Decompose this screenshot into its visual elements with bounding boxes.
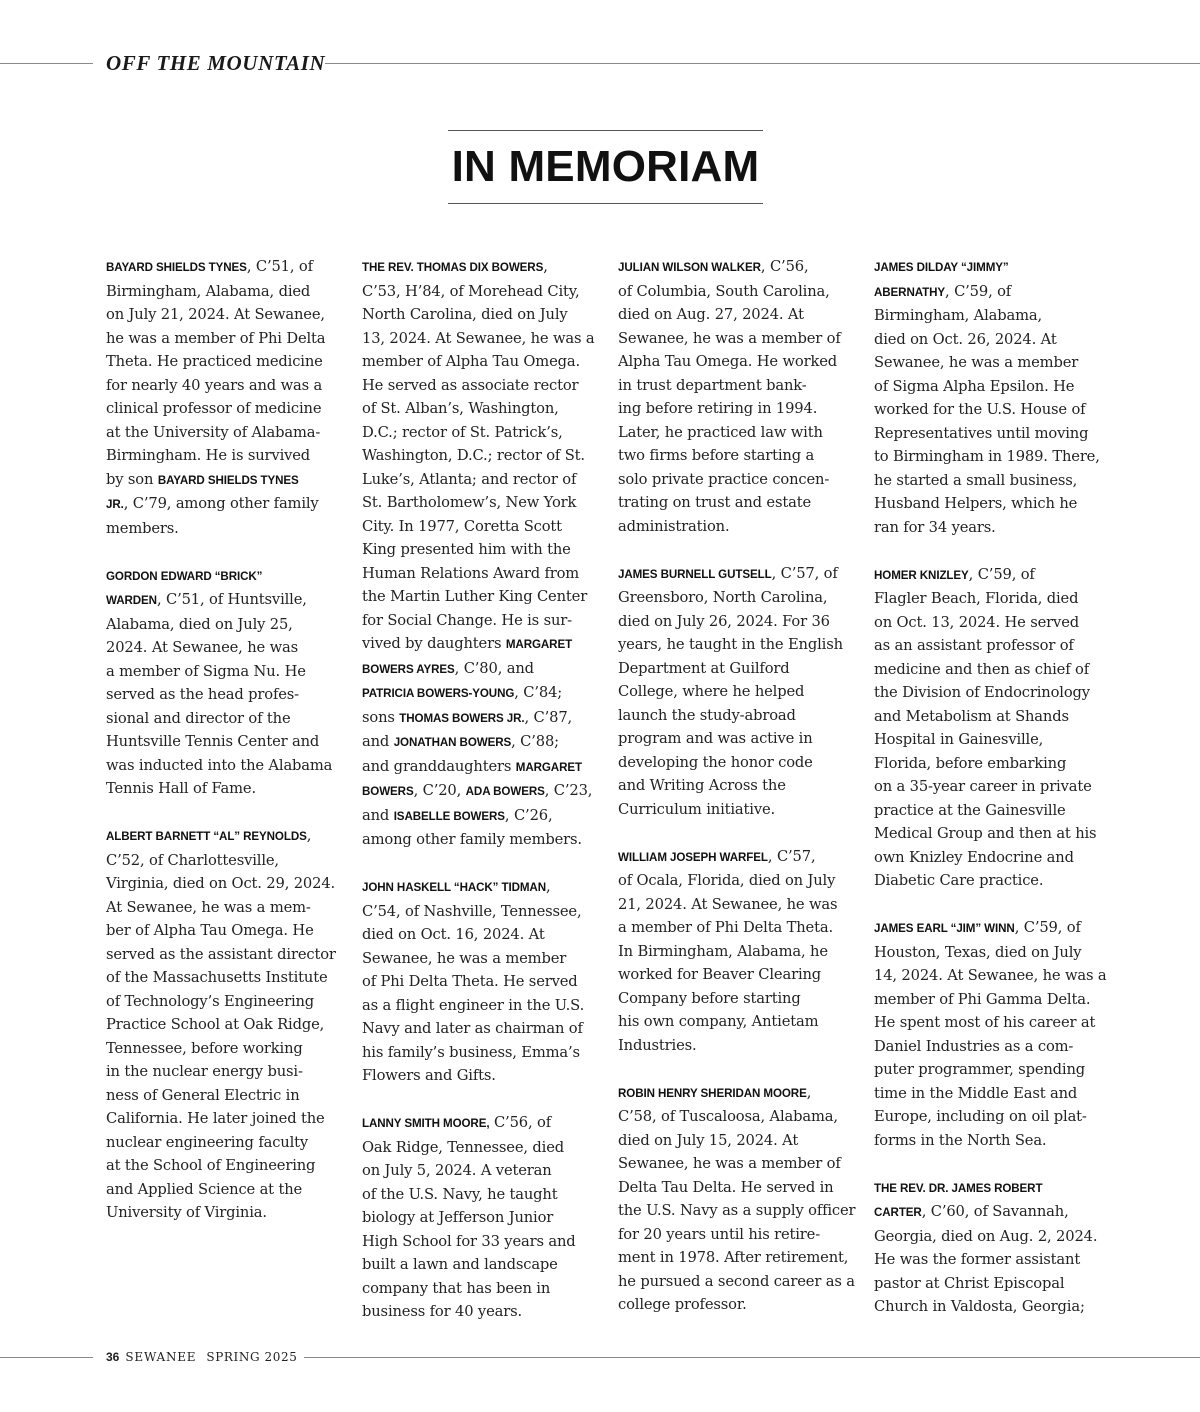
obituary-text: the Division of Endocrinology	[874, 684, 1090, 701]
obituary-text: Medical Group and then at his	[874, 825, 1097, 842]
obituary-text: died on July 15, 2024. At	[618, 1131, 799, 1149]
obituary-entry	[618, 1081, 856, 1317]
obituary-text: for 20 years until his retire-	[618, 1225, 821, 1243]
obituary-text: the Martin Luther King Center	[362, 588, 588, 605]
obituary-text: At Sewanee, he was a mem-	[106, 898, 311, 916]
decedent-name: JAMES DILDAY “JIMMY”	[874, 261, 1009, 274]
obituary-text: his own company, Antietam	[618, 1013, 819, 1030]
obituary-text: Human Relations Award from	[362, 564, 580, 582]
obituary-text: of Sigma Alpha Epsilon. He	[874, 377, 1075, 395]
obituary-text: and	[362, 733, 394, 750]
decedent-name: WARDEN	[106, 594, 157, 607]
obituary-text: , C’26,	[504, 806, 553, 824]
obituary-text: , C’84;	[514, 684, 563, 701]
obituary-text: Birmingham. He is survived	[106, 447, 311, 464]
obituary-text: a member of Sigma Nu. He	[106, 662, 306, 680]
obituary-text: Flagler Beach, Florida, died	[874, 590, 1079, 607]
obituary-text: He served as associate rector	[362, 376, 579, 394]
obituary-text: died on July 26, 2024. For 36	[618, 612, 830, 630]
obituary-entry	[106, 564, 344, 801]
obituary-entry	[106, 255, 344, 540]
obituary-text: puter programmer, spending	[874, 1061, 1086, 1078]
obituary-text: Georgia, died on Aug. 2, 2024.	[874, 1227, 1098, 1245]
obituary-text: ,	[306, 827, 312, 844]
obituary-text: at the School of Engineering	[106, 1157, 316, 1174]
obituary-text: built a lawn and landscape	[362, 1256, 558, 1273]
obituary-text: at the University of Alabama-	[106, 423, 321, 441]
obituary-text: , C’80, and	[454, 659, 534, 677]
obituary-text: Hospital in Gainesville,	[874, 731, 1044, 748]
decedent-name: ALBERT BARNETT “AL” REYNOLDS	[106, 830, 307, 843]
obituary-text: and	[362, 806, 394, 824]
obituary-text: trating on trust and estate	[618, 494, 811, 511]
page-title: IN MEMORIAM	[451, 142, 760, 191]
decedent-name: THE REV. DR. JAMES ROBERT	[874, 1181, 1043, 1195]
obituary-text: He was the former assistant	[874, 1251, 1081, 1268]
decedent-name: ABERNATHY	[874, 285, 946, 299]
obituary-text: served as the head profes-	[106, 686, 299, 703]
obituary-text: member of Alpha Tau Omega.	[362, 353, 580, 370]
obituary-text: 2024. At Sewanee, he was	[106, 639, 298, 656]
obituary-text: forms in the North Sea.	[874, 1131, 1047, 1149]
obituary-text: , C’20,	[413, 782, 466, 799]
obituary-text: Sewanee, he was a member	[362, 949, 567, 967]
relative-name: ADA BOWERS	[465, 785, 545, 798]
obituary-entry	[874, 563, 1112, 893]
obituary-text: the U.S. Navy as a supply officer	[618, 1202, 856, 1219]
obituary-text: launch the study-abroad	[618, 706, 796, 724]
obituary-text: worked for Beaver Clearing	[618, 966, 822, 983]
obituary-text: he started a small business,	[874, 471, 1078, 489]
obituary-text: of Technology’s Engineering	[106, 992, 315, 1010]
obituary-text: Europe, including on oil plat-	[874, 1108, 1087, 1125]
obituary-text: , C’51, of Huntsville,	[156, 591, 307, 608]
obituary-text: Industries.	[618, 1036, 697, 1054]
obituary-text: St. Bartholomew’s, New York	[362, 494, 577, 511]
obituary-text: and Applied Science at the	[106, 1180, 303, 1198]
obituary-text: his family’s business, Emma’s	[362, 1043, 580, 1061]
obituary-text: Sewanee, he was a member of	[618, 1155, 841, 1172]
obituary-text: Church in Valdosta, Georgia;	[874, 1298, 1085, 1315]
obituary-text: Navy and later as chairman of	[362, 1020, 583, 1037]
obituary-text: of Phi Delta Theta. He served	[362, 973, 578, 990]
obituary-text: , C’59, of	[945, 282, 1012, 300]
issue-date: SPRING 2025	[206, 1350, 298, 1364]
obituary-text: , C’56,	[760, 258, 809, 275]
decedent-name: BAYARD SHIELDS TYNES	[106, 261, 247, 274]
obituary-text: two firms before starting a	[618, 447, 815, 464]
obituary-text: 14, 2024. At Sewanee, he was a	[874, 967, 1107, 984]
obituary-text: members.	[106, 519, 179, 537]
obituary-text: Virginia, died on Oct. 29, 2024.	[106, 875, 336, 892]
obituary-text: Diabetic Care practice.	[874, 872, 1044, 889]
obituary-text: ,	[545, 878, 551, 895]
decedent-name: HOMER KNIZLEY	[874, 568, 969, 582]
obituary-text: College, where he helped	[618, 683, 805, 700]
obituary-text: clinical professor of medicine	[106, 400, 322, 417]
obituary-text: California. He later joined the	[106, 1110, 325, 1127]
obituary-text: company that has been in	[362, 1279, 551, 1297]
obituary-entry	[618, 562, 856, 822]
obituary-text: Oak Ridge, Tennessee, died	[362, 1138, 565, 1156]
obituary-text: , C’59, of	[1014, 919, 1081, 936]
obituary-entry	[874, 916, 1112, 1152]
obituary-text: , C’59, of	[968, 565, 1035, 583]
obituary-text: , C’60, of Savannah,	[921, 1203, 1069, 1220]
obituary-text: Sewanee, he was a member	[874, 354, 1079, 371]
obituary-text: ran for 34 years.	[874, 518, 996, 536]
obituary-text: 21, 2024. At Sewanee, he was	[618, 895, 838, 913]
footer-rule-left	[0, 1357, 93, 1358]
obituary-text: on Oct. 13, 2024. He served	[874, 613, 1079, 631]
obituary-text: own Knizley Endocrine and	[874, 848, 1074, 866]
obituary-text: , C’51, of	[246, 258, 313, 275]
decedent-name: GORDON EDWARD “BRICK”	[106, 569, 263, 583]
obituary-text: of the Massachusetts Institute	[106, 969, 328, 986]
decedent-name: JOHN HASKELL “HACK” TIDMAN	[362, 881, 546, 894]
obituary-text: by son	[106, 470, 158, 488]
obituary-text: C’56, of	[489, 1114, 551, 1131]
obituary-text: , C’79, among other family	[123, 495, 319, 512]
obituary-entry	[874, 1176, 1112, 1319]
obituary-text: medicine and then as chief of	[874, 660, 1090, 678]
decedent-name: LANNY SMITH MOORE,	[362, 1117, 490, 1130]
obituary-text: Flowers and Gifts.	[362, 1067, 496, 1084]
decedent-name: JULIAN WILSON WALKER	[618, 261, 761, 274]
obituary-text: ,	[806, 1083, 812, 1101]
obituary-entry	[874, 255, 1112, 539]
decedent-name: CARTER	[874, 1206, 922, 1219]
obituary-text: Tennis Hall of Fame.	[106, 780, 256, 797]
section-label: OFF THE MOUNTAIN	[106, 51, 326, 75]
obituary-text: on July 21, 2024. At Sewanee,	[106, 306, 325, 323]
obituary-entry	[362, 875, 600, 1088]
obituary-text: time in the Middle East and	[874, 1084, 1078, 1102]
obituary-text: on a 35-year career in private	[874, 778, 1092, 795]
obituary-text: Luke’s, Atlanta; and rector of	[362, 470, 577, 488]
obituary-text: practice at the Gainesville	[874, 801, 1066, 819]
decedent-name: WILLIAM JOSEPH WARFEL	[618, 850, 768, 864]
obituary-text: Daniel Industries as a com-	[874, 1037, 1074, 1055]
obituary-text: C’53, H’84, of Morehead City,	[362, 282, 580, 300]
obituary-text: North Carolina, died on July	[362, 306, 568, 323]
obituary-text: of Columbia, South Carolina,	[618, 282, 830, 300]
obituary-text: for nearly 40 years and was a	[106, 376, 323, 394]
obituary-text: he was a member of Phi Delta	[106, 329, 326, 347]
obituary-entry	[362, 1111, 600, 1324]
obituary-text: Representatives until moving	[874, 424, 1089, 442]
relative-name: BOWERS AYRES	[362, 662, 455, 676]
obituary-entry	[618, 255, 856, 538]
obituary-text: ber of Alpha Tau Omega. He	[106, 922, 314, 939]
obituary-text: Huntsville Tennis Center and	[106, 733, 320, 750]
obituary-text: worked for the U.S. House of	[874, 401, 1086, 418]
decedent-name: JAMES EARL “JIM” WINN	[874, 922, 1015, 935]
obituary-text: Curriculum initiative.	[618, 800, 776, 818]
header-rule-left	[0, 63, 93, 64]
header-rule-right	[325, 63, 1200, 64]
obituary-text: Sewanee, he was a member of	[618, 329, 841, 347]
obituary-text: Alpha Tau Omega. He worked	[618, 353, 837, 370]
obituary-text: he pursued a second career as a	[618, 1272, 855, 1290]
obituary-text: in trust department bank-	[618, 376, 807, 394]
obituary-text: Theta. He practiced medicine	[106, 353, 323, 370]
relative-name: JR.	[106, 498, 124, 511]
obituary-text: pastor at Christ Episcopal	[874, 1274, 1065, 1292]
obituary-text: of St. Alban’s, Washington,	[362, 400, 559, 417]
obituary-text: City. In 1977, Coretta Scott	[362, 517, 562, 535]
obituary-text: , C’87,	[524, 708, 573, 726]
obituary-text: solo private practice concen-	[618, 470, 830, 488]
obituary-text: years, he taught in the English	[618, 636, 843, 653]
obituary-text: and Writing Across the	[618, 777, 786, 794]
obituary-text: D.C.; rector of St. Patrick’s,	[362, 423, 563, 441]
relative-name: PATRICIA BOWERS-YOUNG	[362, 687, 515, 700]
relative-name: MARGARET	[515, 760, 582, 774]
obituary-text: Tennessee, before working	[106, 1039, 303, 1057]
obituary-text: ing before retiring in 1994.	[618, 400, 818, 417]
obituary-text: Houston, Texas, died on July	[874, 943, 1082, 961]
obituary-text: High School for 33 years and	[362, 1232, 576, 1250]
obituary-text: , C’57, of	[771, 564, 838, 582]
obituary-text: on July 5, 2024. A veteran	[362, 1162, 552, 1179]
relative-name: JONATHAN BOWERS	[393, 736, 512, 749]
relative-name: ISABELLE BOWERS	[393, 809, 505, 823]
obituary-entry	[106, 824, 344, 1225]
obituary-text: and granddaughters	[362, 757, 516, 775]
obituary-text: Birmingham, Alabama,	[874, 307, 1043, 324]
column-4	[874, 255, 1112, 1342]
decedent-name: THE REV. THOMAS DIX BOWERS	[362, 261, 544, 274]
obituary-text: nuclear engineering faculty	[106, 1133, 309, 1151]
obituary-text: business for 40 years.	[362, 1303, 522, 1320]
obituary-text: member of Phi Gamma Delta.	[874, 990, 1091, 1008]
obituary-text: sons	[362, 708, 400, 726]
obituary-text: Washington, D.C.; rector of St.	[362, 447, 585, 464]
obituary-text: vived by daughters	[362, 635, 506, 652]
obituary-text: served as the assistant director	[106, 945, 336, 963]
obituary-text: a member of Phi Delta Theta.	[618, 919, 833, 936]
footer-rule-right	[304, 1357, 1200, 1358]
obituary-text: as an assistant professor of	[874, 637, 1074, 654]
obituary-text: In Birmingham, Alabama, he	[618, 942, 828, 960]
obituary-text: ment in 1978. After retirement,	[618, 1249, 849, 1266]
obituary-text: , C’88;	[511, 733, 559, 750]
obituary-text: program and was active in	[618, 730, 813, 747]
obituary-text: Department at Guilford	[618, 659, 790, 677]
obituary-text: Greensboro, North Carolina,	[618, 589, 828, 606]
obituary-text: administration.	[618, 517, 730, 535]
obituary-text: C’58, of Tuscaloosa, Alabama,	[618, 1108, 838, 1125]
obituary-text: University of Virginia.	[106, 1204, 267, 1221]
footer	[106, 1347, 298, 1367]
obituary-text: died on Aug. 27, 2024. At	[618, 306, 804, 323]
obituary-text: C’52, of Charlottesville,	[106, 851, 279, 869]
obituary-text: , C’57,	[767, 847, 816, 865]
obituary-text: 13, 2024. At Sewanee, he was a	[362, 329, 595, 347]
obituary-text: He spent most of his career at	[874, 1014, 1096, 1031]
obituary-text: Birmingham, Alabama, died	[106, 282, 311, 300]
obituary-text: Husband Helpers, which he	[874, 495, 1078, 512]
obituary-text: C’54, of Nashville, Tennessee,	[362, 902, 582, 920]
obituary-text: among other family members.	[362, 831, 582, 848]
obituary-text: sional and director of the	[106, 709, 291, 727]
obituary-text: was inducted into the Alabama	[106, 756, 333, 774]
obituary-text: to Birmingham in 1989. There,	[874, 448, 1100, 465]
obituary-text: ,	[543, 258, 548, 275]
obituary-text: college professor.	[618, 1296, 747, 1313]
relative-name: BAYARD SHIELDS TYNES	[157, 473, 299, 487]
decedent-name: JAMES BURNELL GUTSELL	[618, 567, 772, 581]
obituary-text: developing the honor code	[618, 753, 813, 771]
obituary-text: of the U.S. Navy, he taught	[362, 1185, 558, 1203]
relative-name: BOWERS	[362, 785, 414, 798]
obituary-text: of Ocala, Florida, died on July	[618, 872, 836, 889]
obituary-text: died on Oct. 26, 2024. At	[874, 330, 1057, 348]
obituary-text: King presented him with the	[362, 541, 571, 558]
page-number: 36	[106, 1350, 120, 1364]
obituary-text: ness of General Electric in	[106, 1086, 300, 1104]
column-2	[362, 255, 600, 1347]
decedent-name: ROBIN HENRY SHERIDAN MOORE	[618, 1086, 807, 1100]
title-block	[448, 130, 763, 204]
obituary-text: died on Oct. 16, 2024. At	[362, 926, 545, 943]
obituary-text: as a flight engineer in the U.S.	[362, 996, 585, 1014]
obituary-text: , C’23,	[544, 782, 593, 799]
obituary-text: Delta Tau Delta. He served in	[618, 1178, 834, 1196]
obituary-text: Practice School at Oak Ridge,	[106, 1016, 325, 1033]
obituary-text: for Social Change. He is sur-	[362, 611, 572, 629]
obituary-text: Alabama, died on July 25,	[106, 615, 293, 633]
title-rule-bottom	[448, 203, 763, 204]
column-3	[618, 255, 856, 1340]
obituary-text: Company before starting	[618, 989, 801, 1007]
obituary-text: biology at Jefferson Junior	[362, 1209, 554, 1226]
obituary-entry	[618, 845, 856, 1058]
obituary-text: Later, he practiced law with	[618, 423, 823, 441]
obituary-entry	[362, 255, 600, 852]
magazine-name: SEWANEE	[125, 1350, 197, 1364]
relative-name: THOMAS BOWERS JR.	[399, 711, 525, 725]
relative-name: MARGARET	[505, 638, 573, 651]
obituary-text: in the nuclear energy busi-	[106, 1063, 303, 1080]
obituary-text: Florida, before embarking	[874, 754, 1067, 772]
obituary-text: and Metabolism at Shands	[874, 707, 1069, 725]
column-1	[106, 255, 344, 1248]
